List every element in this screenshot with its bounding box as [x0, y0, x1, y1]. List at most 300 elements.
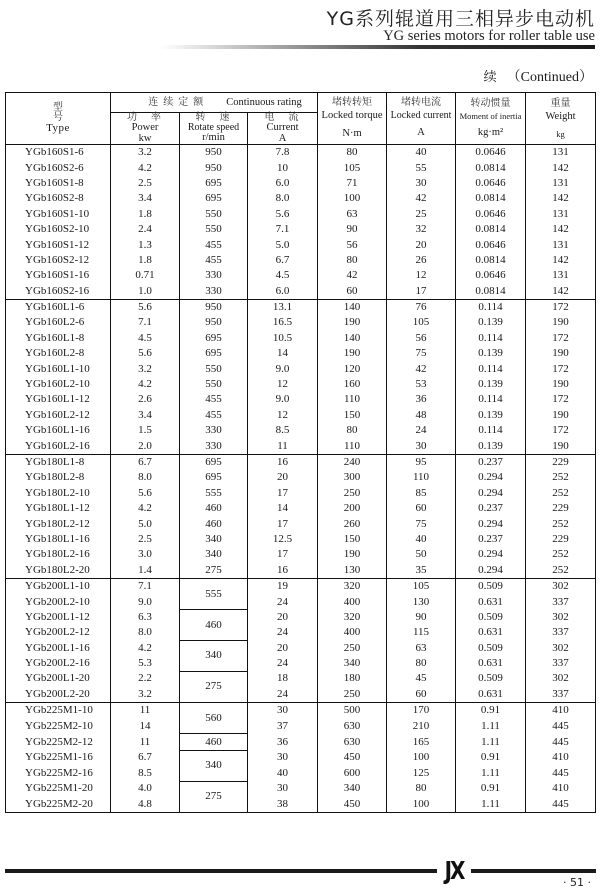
cell-current: 37: [248, 718, 318, 733]
cell-weight: 229: [526, 454, 596, 470]
cell-locked-torque: 450: [318, 796, 387, 812]
cell-inertia: 0.631: [456, 656, 526, 671]
col-speed-unit: r/min: [202, 132, 225, 144]
cell-current: 30: [248, 781, 318, 796]
cell-speed: 330: [180, 438, 248, 454]
cell-current: 30: [248, 750, 318, 765]
cell-weight: 229: [526, 501, 596, 516]
cell-inertia: 0.631: [456, 625, 526, 640]
cell-inertia: 0.509: [456, 578, 526, 594]
cell-locked-torque: 80: [318, 423, 387, 438]
cell-type: YGb160S2-16: [6, 284, 111, 300]
cell-type: YGb225M2-16: [6, 766, 111, 781]
cell-power: 2.5: [111, 532, 180, 547]
cell-current: 10: [248, 160, 318, 175]
table-row: [6, 610, 596, 625]
table-row: [6, 392, 596, 407]
table-row: [6, 346, 596, 361]
cell-locked-current: 50: [387, 547, 456, 562]
col-header-continuous-rating: [111, 93, 318, 113]
col-locked-torque-cn: 堵转转矩: [332, 97, 373, 108]
cell-type: YGb180L1-8: [6, 454, 111, 470]
cell-locked-torque: 71: [318, 176, 387, 191]
cell-locked-current: 30: [387, 438, 456, 454]
cell-locked-torque: 160: [318, 377, 387, 392]
table-row: [6, 145, 596, 161]
cell-inertia: 0.294: [456, 547, 526, 562]
cell-inertia: 0.114: [456, 299, 526, 315]
cell-locked-current: 115: [387, 625, 456, 640]
cell-locked-current: 170: [387, 703, 456, 719]
cell-current: 24: [248, 687, 318, 703]
cell-type: YGb225M2-10: [6, 718, 111, 733]
cell-power: 5.6: [111, 346, 180, 361]
col-header-type: [6, 93, 117, 145]
cell-type: YGb180L1-12: [6, 501, 111, 516]
cell-type: YGb225M1-10: [6, 703, 111, 719]
cell-type: YGb160L2-6: [6, 315, 111, 330]
cell-type: YGb180L2-16: [6, 547, 111, 562]
cell-current: 12: [248, 377, 318, 392]
cell-weight: 337: [526, 594, 596, 609]
table-row: [6, 656, 596, 671]
cell-locked-current: 42: [387, 191, 456, 206]
cell-weight: 445: [526, 766, 596, 781]
cell-type: YGb160L1-10: [6, 361, 111, 376]
table-row: [6, 423, 596, 438]
cell-type: YGb160L1-12: [6, 392, 111, 407]
table-row: [6, 563, 596, 579]
cell-weight: 252: [526, 486, 596, 501]
header-row-1: [6, 93, 596, 113]
table-row: [6, 207, 596, 222]
cell-current: 6.0: [248, 284, 318, 300]
cell-current: 17: [248, 547, 318, 562]
cell-current: 9.0: [248, 361, 318, 376]
cell-type: YGb160S1-6: [6, 145, 111, 161]
cell-type: YGb180L1-16: [6, 532, 111, 547]
table-row: [6, 408, 596, 423]
cell-locked-torque: 250: [318, 687, 387, 703]
cell-speed: 340: [180, 532, 248, 547]
cell-locked-torque: 450: [318, 750, 387, 765]
cell-current: 38: [248, 796, 318, 812]
cell-locked-torque: 42: [318, 268, 387, 283]
cell-locked-current: 56: [387, 331, 456, 346]
cell-type: YGb200L1-12: [6, 610, 111, 625]
table-row: [6, 268, 596, 283]
cell-speed: 460: [180, 734, 248, 750]
cell-weight: 410: [526, 703, 596, 719]
table-row: [6, 331, 596, 346]
cell-power: 2.5: [111, 176, 180, 191]
cell-inertia: 0.237: [456, 454, 526, 470]
cell-locked-torque: 340: [318, 656, 387, 671]
cell-locked-torque: 630: [318, 734, 387, 750]
cell-type: YGb160L1-6: [6, 299, 111, 315]
cell-locked-torque: 110: [318, 438, 387, 454]
cell-speed: 275: [180, 671, 248, 702]
cell-locked-current: 110: [387, 470, 456, 485]
cell-speed: 460: [180, 501, 248, 516]
cell-locked-current: 45: [387, 671, 456, 686]
cell-locked-current: 80: [387, 656, 456, 671]
col-header-power: [111, 113, 180, 145]
cell-locked-torque: 90: [318, 222, 387, 237]
table-row: [6, 703, 596, 719]
cell-locked-torque: 200: [318, 501, 387, 516]
cell-locked-current: 26: [387, 253, 456, 268]
cell-current: 5.6: [248, 207, 318, 222]
cell-inertia: 0.139: [456, 346, 526, 361]
cell-speed: 550: [180, 207, 248, 222]
cell-speed: 555: [180, 486, 248, 501]
cell-locked-torque: 260: [318, 516, 387, 531]
cell-locked-torque: 150: [318, 408, 387, 423]
cell-power: 11: [111, 734, 180, 750]
cell-current: 13.1: [248, 299, 318, 315]
cell-inertia: 0.237: [456, 501, 526, 516]
cell-power: 6.3: [111, 610, 180, 625]
cell-weight: 410: [526, 750, 596, 765]
table-row: [6, 516, 596, 531]
cell-inertia: 0.139: [456, 408, 526, 423]
cell-locked-current: 80: [387, 781, 456, 796]
col-inertia-cn: 转动惯量: [470, 98, 511, 109]
cell-type: YGb160L1-16: [6, 423, 111, 438]
cell-current: 14: [248, 346, 318, 361]
col-header-current: [248, 113, 318, 145]
col-locked-current-unit: A: [417, 127, 425, 139]
cell-weight: 302: [526, 578, 596, 594]
cell-current: 20: [248, 641, 318, 656]
col-weight-en: Weight: [545, 111, 576, 122]
cell-weight: 190: [526, 346, 596, 361]
cell-power: 1.8: [111, 253, 180, 268]
cell-speed: 550: [180, 222, 248, 237]
cell-locked-current: 75: [387, 346, 456, 361]
cell-inertia: 1.11: [456, 796, 526, 812]
table-row: [6, 253, 596, 268]
cell-speed: 330: [180, 268, 248, 283]
cell-current: 16.5: [248, 315, 318, 330]
table-row: [6, 176, 596, 191]
cell-weight: 337: [526, 687, 596, 703]
cell-weight: 172: [526, 299, 596, 315]
col-weight-unit: kg: [556, 128, 565, 139]
table-row: [6, 454, 596, 470]
cell-locked-torque: 240: [318, 454, 387, 470]
cell-current: 24: [248, 625, 318, 640]
cell-current: 11: [248, 438, 318, 454]
cell-type: YGb225M2-20: [6, 796, 111, 812]
cell-speed: 950: [180, 299, 248, 315]
cell-locked-torque: 190: [318, 346, 387, 361]
cell-weight: 229: [526, 532, 596, 547]
cell-power: 4.2: [111, 377, 180, 392]
cell-weight: 142: [526, 160, 596, 175]
cell-power: 4.5: [111, 331, 180, 346]
col-weight-cn: 重量: [550, 98, 571, 109]
cell-inertia: 0.237: [456, 532, 526, 547]
cell-type: YGb160L2-10: [6, 377, 111, 392]
cell-inertia: 0.0814: [456, 160, 526, 175]
col-inertia-unit: kg·m²: [477, 126, 504, 138]
cell-speed: 950: [180, 145, 248, 161]
cell-weight: 172: [526, 423, 596, 438]
cell-locked-torque: 320: [318, 578, 387, 594]
cell-locked-torque: 130: [318, 563, 387, 579]
cell-locked-current: 125: [387, 766, 456, 781]
cell-speed: 275: [180, 781, 248, 812]
cell-weight: 445: [526, 796, 596, 812]
cell-type: YGb160S2-10: [6, 222, 111, 237]
table-row: [6, 299, 596, 315]
table-row: [6, 625, 596, 640]
col-power-cn: 功 率: [127, 112, 163, 123]
cell-weight: 252: [526, 547, 596, 562]
table-row: [6, 377, 596, 392]
cell-speed: 340: [180, 547, 248, 562]
cell-power: 0.71: [111, 268, 180, 283]
table-row: [6, 191, 596, 206]
table-row: [6, 781, 596, 796]
table-row: [6, 718, 596, 733]
cell-current: 5.0: [248, 237, 318, 252]
cell-weight: 190: [526, 438, 596, 454]
cell-inertia: 0.0814: [456, 191, 526, 206]
cell-type: YGb160S1-12: [6, 237, 111, 252]
cell-locked-torque: 80: [318, 253, 387, 268]
cell-type: YGb180L2-8: [6, 470, 111, 485]
cell-locked-torque: 180: [318, 671, 387, 686]
cell-current: 6.0: [248, 176, 318, 191]
cell-power: 4.0: [111, 781, 180, 796]
cell-locked-current: 95: [387, 454, 456, 470]
cell-speed: 950: [180, 160, 248, 175]
cell-speed: 460: [180, 516, 248, 531]
cell-locked-torque: 190: [318, 547, 387, 562]
cell-locked-torque: 300: [318, 470, 387, 485]
cell-weight: 337: [526, 656, 596, 671]
cell-type: YGb200L1-16: [6, 641, 111, 656]
cell-locked-current: 48: [387, 408, 456, 423]
footer-divider-left: [5, 869, 437, 873]
cell-speed: 340: [180, 641, 248, 672]
cell-current: 8.0: [248, 191, 318, 206]
cell-weight: 445: [526, 718, 596, 733]
cell-locked-torque: 140: [318, 331, 387, 346]
cell-current: 20: [248, 470, 318, 485]
table-row: [6, 470, 596, 485]
cell-locked-current: 53: [387, 377, 456, 392]
cell-power: 3.4: [111, 408, 180, 423]
cell-inertia: 0.114: [456, 423, 526, 438]
cell-inertia: 1.11: [456, 766, 526, 781]
cell-locked-current: 76: [387, 299, 456, 315]
cell-locked-torque: 250: [318, 641, 387, 656]
cell-weight: 142: [526, 222, 596, 237]
cell-speed: 695: [180, 470, 248, 485]
table-row: [6, 578, 596, 594]
cell-type: YGb200L1-10: [6, 578, 111, 594]
cell-locked-current: 210: [387, 718, 456, 733]
col-speed-en: Rotate speed: [187, 122, 240, 134]
cell-power: 8.5: [111, 766, 180, 781]
cell-power: 2.6: [111, 392, 180, 407]
cell-speed: 340: [180, 750, 248, 781]
cell-inertia: 0.139: [456, 438, 526, 454]
cell-current: 24: [248, 594, 318, 609]
cell-weight: 142: [526, 284, 596, 300]
page-title-en: YG series motors for roller table use: [383, 28, 595, 44]
cell-power: 8.0: [111, 625, 180, 640]
col-locked-current-en: Locked current: [390, 110, 452, 122]
cell-weight: 172: [526, 331, 596, 346]
cell-speed: 455: [180, 392, 248, 407]
col-header-locked-current: [387, 93, 456, 145]
table-row: [6, 284, 596, 300]
cell-speed: 330: [180, 284, 248, 300]
continued-cn: 续: [483, 70, 497, 85]
cell-locked-current: 12: [387, 268, 456, 283]
col-header-weight: [526, 93, 596, 145]
cell-power: 3.2: [111, 145, 180, 161]
cell-current: 19: [248, 578, 318, 594]
cell-weight: 410: [526, 781, 596, 796]
cell-power: 6.7: [111, 750, 180, 765]
cell-power: 3.2: [111, 687, 180, 703]
col-rating-en: Continuous rating: [226, 96, 302, 108]
cell-locked-current: 24: [387, 423, 456, 438]
cell-power: 6.7: [111, 454, 180, 470]
cell-locked-torque: 320: [318, 610, 387, 625]
col-header-inertia: [456, 93, 526, 145]
col-speed-cn: 转 速: [195, 112, 232, 124]
cell-speed: 455: [180, 237, 248, 252]
cell-type: YGb160S2-6: [6, 160, 111, 175]
motor-spec-table: [5, 92, 596, 813]
cell-weight: 190: [526, 315, 596, 330]
cell-weight: 252: [526, 470, 596, 485]
cell-power: 3.4: [111, 191, 180, 206]
cell-power: 4.2: [111, 641, 180, 656]
cell-weight: 302: [526, 610, 596, 625]
cell-inertia: 0.294: [456, 563, 526, 579]
cell-locked-torque: 120: [318, 361, 387, 376]
cell-weight: 131: [526, 207, 596, 222]
col-header-locked-torque: [318, 93, 387, 145]
cell-speed: 460: [180, 610, 248, 641]
cell-power: 1.0: [111, 284, 180, 300]
cell-locked-current: 63: [387, 641, 456, 656]
cell-inertia: 0.114: [456, 392, 526, 407]
cell-locked-torque: 150: [318, 532, 387, 547]
col-current-cn: 电 流: [264, 112, 301, 123]
cell-current: 16: [248, 454, 318, 470]
cell-inertia: 0.91: [456, 750, 526, 765]
col-header-speed: [180, 113, 248, 145]
cell-inertia: 0.0814: [456, 222, 526, 237]
cell-current: 16: [248, 563, 318, 579]
cell-type: YGb200L2-20: [6, 687, 111, 703]
table-row: [6, 687, 596, 703]
cell-power: 9.0: [111, 594, 180, 609]
table-row: [6, 486, 596, 501]
continued-en: （Continued）: [506, 70, 593, 85]
cell-current: 30: [248, 703, 318, 719]
cell-power: 3.0: [111, 547, 180, 562]
cell-locked-current: 40: [387, 145, 456, 161]
table-row: [6, 160, 596, 175]
cell-speed: 695: [180, 454, 248, 470]
cell-power: 1.8: [111, 207, 180, 222]
cell-type: YGb160S2-12: [6, 253, 111, 268]
cell-inertia: 0.91: [456, 703, 526, 719]
cell-inertia: 0.0646: [456, 207, 526, 222]
table-row: [6, 237, 596, 252]
cell-locked-torque: 60: [318, 284, 387, 300]
cell-current: 14: [248, 501, 318, 516]
page-title-cn: YG系列辊道用三相异步电动机: [326, 8, 595, 30]
cell-locked-torque: 80: [318, 145, 387, 161]
table-row: [6, 532, 596, 547]
cell-inertia: 1.11: [456, 734, 526, 750]
cell-type: YGb200L2-12: [6, 625, 111, 640]
cell-locked-torque: 110: [318, 392, 387, 407]
cell-current: 40: [248, 766, 318, 781]
table-row: [6, 750, 596, 765]
cell-locked-current: 60: [387, 501, 456, 516]
cell-locked-current: 42: [387, 361, 456, 376]
cell-type: YGb160S1-10: [6, 207, 111, 222]
cell-current: 20: [248, 610, 318, 625]
cell-inertia: 0.631: [456, 687, 526, 703]
cell-locked-current: 40: [387, 532, 456, 547]
cell-locked-current: 60: [387, 687, 456, 703]
cell-current: 7.1: [248, 222, 318, 237]
cell-locked-torque: 500: [318, 703, 387, 719]
col-type-cn: 型 号: [53, 102, 117, 123]
cell-speed: 950: [180, 315, 248, 330]
cell-power: 5.6: [111, 299, 180, 315]
cell-locked-current: 30: [387, 176, 456, 191]
table-row: [6, 222, 596, 237]
cell-locked-current: 100: [387, 750, 456, 765]
cell-power: 5.0: [111, 516, 180, 531]
cell-speed: 550: [180, 377, 248, 392]
col-locked-torque-unit: N·m: [342, 127, 362, 139]
cell-power: 4.2: [111, 160, 180, 175]
cell-inertia: 0.91: [456, 781, 526, 796]
col-power-unit: kw: [138, 132, 152, 144]
cell-type: YGb180L2-12: [6, 516, 111, 531]
cell-inertia: 0.139: [456, 315, 526, 330]
cell-speed: 275: [180, 563, 248, 579]
cell-locked-torque: 250: [318, 486, 387, 501]
cell-weight: 172: [526, 392, 596, 407]
cell-type: YGb160L2-12: [6, 408, 111, 423]
cell-type: YGb200L2-10: [6, 594, 111, 609]
table-row: [6, 766, 596, 781]
cell-power: 8.0: [111, 470, 180, 485]
cell-power: 7.1: [111, 578, 180, 594]
cell-current: 7.8: [248, 145, 318, 161]
cell-inertia: 0.0814: [456, 284, 526, 300]
cell-locked-current: 105: [387, 315, 456, 330]
cell-type: YGb200L2-16: [6, 656, 111, 671]
cell-speed: 695: [180, 346, 248, 361]
